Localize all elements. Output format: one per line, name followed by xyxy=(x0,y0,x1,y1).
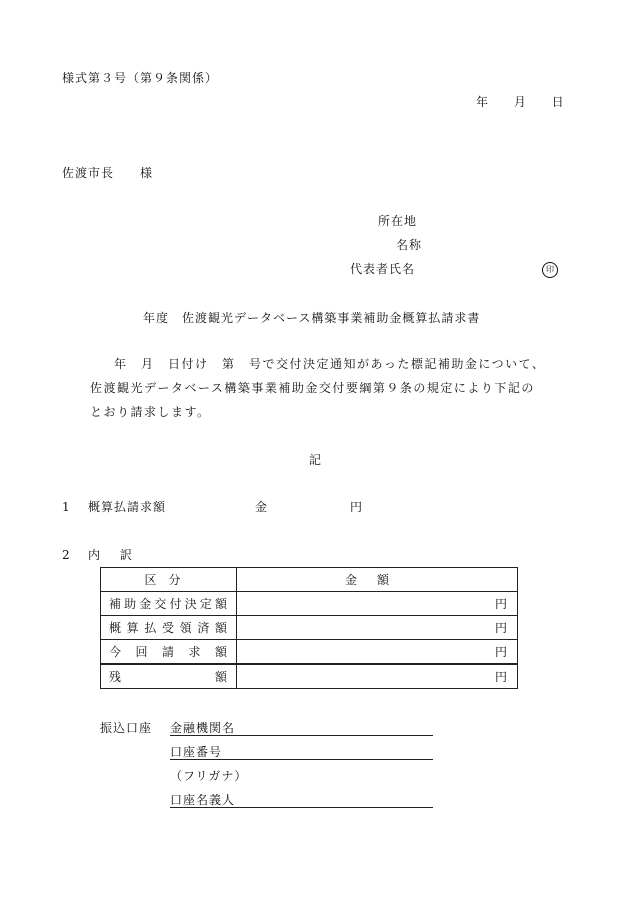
table-row xyxy=(101,592,518,616)
table-row-label: 残額 xyxy=(101,664,237,689)
applicant-representative-label: 代表者氏名 xyxy=(350,262,416,276)
body-line-2: 佐渡観光データベース構築事業補助金交付要綱第９条の規定により下記の xyxy=(90,381,535,395)
item1-yen-unit: 円 xyxy=(350,500,364,514)
bank-heading: 振込口座 xyxy=(100,721,153,735)
table-header-category: 区分 xyxy=(101,568,237,592)
item1-yen-prefix: 金 xyxy=(255,500,269,514)
table-row-label: 補助金交付決定額 xyxy=(101,592,237,616)
table-row-label: 今回請求額 xyxy=(101,640,237,665)
table-row-amount: 円 xyxy=(237,640,518,665)
item1-label: 概算払請求額 xyxy=(88,500,167,514)
item1-number: 1 xyxy=(62,500,71,514)
bank-name-field: 金融機関名 xyxy=(170,721,433,736)
date-line: 年 月 日 xyxy=(476,95,565,109)
table-header-amount: 金額 xyxy=(237,568,518,592)
seal-icon: 印 xyxy=(542,262,558,278)
body-paragraph xyxy=(90,352,570,424)
document-title: 年度 佐渡観光データベース構築事業補助金概算払請求書 xyxy=(143,311,481,325)
item2-number: 2 xyxy=(62,548,71,562)
account-holder-field: 口座名義人 xyxy=(170,793,433,808)
applicant-address-label: 所在地 xyxy=(378,214,418,228)
item2-label: 内 訳 xyxy=(88,548,133,562)
account-kana-field: （フリガナ） xyxy=(170,769,248,783)
addressee: 佐渡市長 様 xyxy=(62,166,154,180)
table-row xyxy=(101,640,518,665)
table-row-amount: 円 xyxy=(237,616,518,640)
applicant-name-label: 名称 xyxy=(396,238,423,252)
breakdown-table xyxy=(100,567,518,689)
table-header-row xyxy=(101,568,518,592)
table-row-amount: 円 xyxy=(237,592,518,616)
account-number-field: 口座番号 xyxy=(170,745,433,760)
body-line-3: とおり請求します。 xyxy=(90,405,211,419)
table-row xyxy=(101,664,518,689)
table-row xyxy=(101,616,518,640)
body-line-1: 年 月 日付け 第 号で交付決定通知があった標記補助金について、 xyxy=(114,357,546,371)
form-number: 様式第３号（第９条関係） xyxy=(62,71,219,85)
ki-heading: 記 xyxy=(309,453,323,467)
table-row-label: 概算払受領済額 xyxy=(101,616,237,640)
table-row-amount: 円 xyxy=(237,664,518,689)
